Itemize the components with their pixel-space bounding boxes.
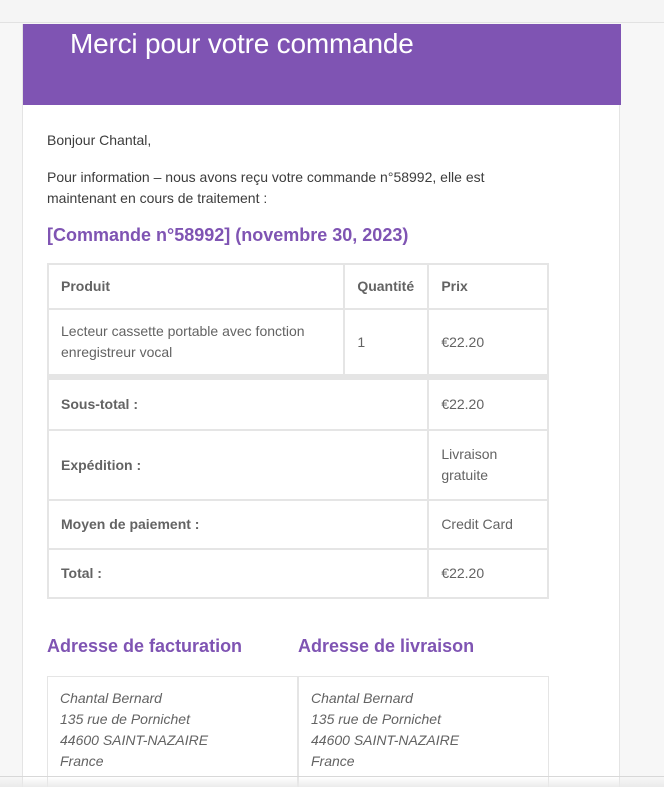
- shipping-value: Livraison gratuite: [428, 430, 548, 500]
- billing-address-title: Adresse de facturation: [47, 636, 243, 656]
- billing-address-column: [47, 635, 298, 769]
- table-header-row: [48, 264, 548, 309]
- total-row: [48, 549, 548, 598]
- column-header-quantity: Quantité: [344, 264, 428, 309]
- subtotal-value: €22.20: [428, 377, 548, 430]
- shipping-label: Expédition :: [48, 430, 428, 500]
- billing-country: France: [60, 753, 104, 769]
- billing-name: Chantal Bernard: [60, 690, 162, 706]
- greeting-text: Bonjour Chantal,: [47, 132, 152, 148]
- column-header-product: Produit: [48, 264, 344, 309]
- payment-value: Credit Card: [428, 500, 548, 549]
- shipping-address-box: [298, 676, 549, 787]
- top-band: [0, 0, 664, 23]
- order-title[interactable]: [Commande n°58992] (novembre 30, 2023): [47, 225, 409, 245]
- billing-street: 135 rue de Pornichet: [60, 711, 190, 727]
- payment-row: [48, 500, 548, 549]
- shipping-city: 44600 SAINT-NAZAIRE: [311, 732, 460, 748]
- shipping-street: 135 rue de Pornichet: [311, 711, 441, 727]
- item-price: €22.20: [428, 309, 548, 377]
- shipping-country: France: [311, 753, 355, 769]
- order-table: [47, 263, 549, 599]
- subtotal-label: Sous-total :: [48, 377, 428, 430]
- billing-city: 44600 SAINT-NAZAIRE: [60, 732, 209, 748]
- billing-address-box: [47, 676, 298, 787]
- total-label: Total :: [48, 549, 428, 598]
- info-text: Pour information – nous avons reçu votre commande n°58992, elle est maintenant en cours de traitement :: [47, 169, 485, 206]
- payment-label: Moyen de paiement :: [48, 500, 428, 549]
- item-quantity: 1: [344, 309, 428, 377]
- subtotal-row: [48, 377, 548, 430]
- email-header: [23, 24, 621, 105]
- header-title: Merci pour votre commande: [70, 28, 414, 59]
- email-content: [47, 130, 550, 599]
- item-product: Lecteur cassette portable avec fonction enregistreur vocal: [48, 309, 344, 377]
- shipping-address-column: [298, 635, 549, 769]
- total-value: €22.20: [428, 549, 548, 598]
- table-row: [48, 309, 548, 377]
- shipping-name: Chantal Bernard: [311, 690, 413, 706]
- column-header-price: Prix: [428, 264, 548, 309]
- bottom-edge: [0, 776, 664, 787]
- shipping-address-title: Adresse de livraison: [298, 636, 475, 656]
- shipping-row: [48, 430, 548, 500]
